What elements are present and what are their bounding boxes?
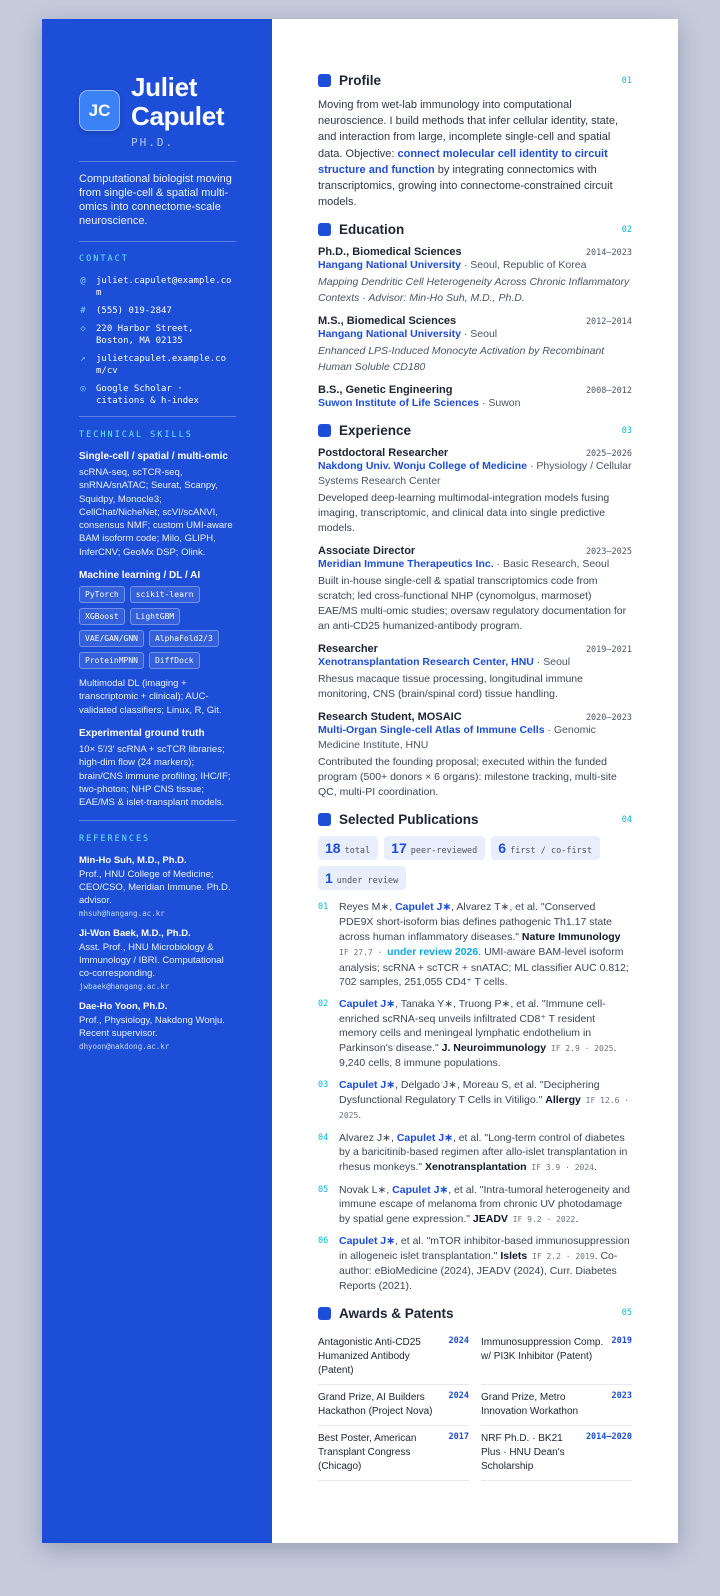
profile-header bbox=[318, 73, 632, 88]
section-marker-icon bbox=[318, 74, 331, 87]
phone-text: (555) 019-2847 bbox=[96, 306, 172, 316]
skill-group-body: 10× 5′/3′ scRNA + scTCR libraries; high-dim flow (24 markers); brain/CNS immune profiling; IHC/IF; two-photon; NHP CNS tissue; EAE/MS & islet-transplant models. bbox=[79, 743, 231, 809]
reference-body: Asst. Prof., HNU Microbiology & Immunology / IBRI. Computational co-corresponding. bbox=[79, 942, 224, 980]
scholar-icon: ◎ bbox=[80, 384, 86, 394]
entry-title: B.S., Genetic Engineering bbox=[318, 384, 453, 397]
pub-meta: IF 2.2 · 2019 bbox=[527, 1251, 595, 1261]
publication-number: 01 bbox=[318, 902, 329, 913]
pub-meta: IF 27.7 · bbox=[339, 948, 388, 958]
entry-thesis: Enhanced LPS-Induced Monocyte Activation by Recombinant Human Soluble CD180 bbox=[318, 345, 605, 373]
award-item bbox=[318, 1426, 469, 1481]
reference-name: Min-Ho Suh, M.D., Ph.D. bbox=[79, 855, 187, 867]
website-text: julietcapulet.example.com/cv bbox=[96, 354, 227, 376]
skill-group-title: Experimental ground truth bbox=[79, 727, 205, 739]
stat-value: 17 bbox=[391, 840, 407, 857]
education-header bbox=[318, 222, 632, 237]
award-item bbox=[481, 1426, 632, 1481]
resume-page bbox=[42, 19, 678, 1543]
pub-tail: . UMI-aware BAM-level isoform analysis; scRNA + scTCR + snATAC; ML classifier AUC 0.812; 702 samples, 251,055 CD4⁺ T cells. bbox=[339, 946, 629, 989]
sidebar bbox=[42, 19, 272, 1543]
publication-item bbox=[318, 997, 632, 1071]
publication-stats bbox=[318, 836, 632, 890]
pub-journal: Nature Immunology bbox=[521, 930, 621, 943]
skill-chip: ProteinMPNN bbox=[79, 652, 144, 669]
pub-journal: Allergy bbox=[545, 1093, 581, 1106]
reference-email[interactable]: dhyoon@nakdong.ac.kr bbox=[79, 1042, 170, 1052]
skill-chips bbox=[79, 586, 229, 669]
entry-place: · Seoul bbox=[460, 328, 498, 341]
scholar-text: Google Scholar · citations & h-index bbox=[96, 384, 199, 406]
pub-self-author: Capulet J∗ bbox=[392, 1183, 449, 1196]
publication-number: 06 bbox=[318, 1236, 329, 1247]
skill-group-title: Machine learning / DL / AI bbox=[79, 570, 201, 582]
skill-chip: VAE/GAN/GNN bbox=[79, 630, 144, 647]
award-item bbox=[481, 1330, 632, 1385]
reference-email[interactable]: mhsuh@hangang.ac.kr bbox=[79, 909, 165, 919]
skill-chip: AlphaFold2/3 bbox=[149, 630, 219, 647]
entry-org: Meridian Immune Therapeutics Inc. bbox=[318, 558, 494, 571]
skill-chip: scikit-learn bbox=[130, 586, 200, 603]
award-year: 2024 bbox=[448, 1390, 469, 1401]
pub-text: , Alvarez T∗, et al. "Conserved PDE9X short-isoform bias defines pathogenic Th1.17 state across human inflammatory diseases." bbox=[339, 901, 612, 943]
skill-chip: PyTorch bbox=[79, 586, 125, 603]
publication-citation bbox=[339, 1234, 632, 1293]
section-marker-icon bbox=[318, 813, 331, 826]
publication-item bbox=[318, 900, 632, 990]
entry-org: Nakdong Univ. Wonju College of Medicine bbox=[318, 460, 528, 473]
entry-description: Developed deep-learning multimodal-integration models fusing imaging, transcriptomic, and clinical data into single predictive models. bbox=[318, 492, 610, 535]
contact-email[interactable] bbox=[79, 275, 236, 299]
award-item bbox=[318, 1385, 469, 1426]
pub-meta: IF 9.2 · 2022 bbox=[507, 1214, 576, 1224]
section-title: Awards & Patents bbox=[339, 1305, 454, 1321]
skill-chip: LightGBM bbox=[130, 608, 181, 625]
pub-text: , et al. "Long-term control of diabetes by a baricitinib-based regimen after allo-islet transplantation in rhesus monkeys." bbox=[339, 1131, 628, 1173]
reference-email[interactable]: jwbaek@hangang.ac.kr bbox=[79, 982, 170, 992]
publication-item bbox=[318, 1234, 632, 1293]
stat-badge bbox=[318, 866, 406, 890]
publication-citation bbox=[339, 997, 632, 1071]
reference-body: Prof., HNU College of Medicine; CEO/CSO, Meridian Immune. Ph.D. advisor. bbox=[79, 869, 231, 907]
entry-org: Suwon Institute of Life Sciences bbox=[318, 397, 480, 410]
main-column bbox=[272, 19, 678, 1543]
awards-header bbox=[318, 1306, 632, 1321]
pub-tail: . bbox=[575, 1212, 579, 1225]
publication-item bbox=[318, 1078, 632, 1124]
contact-scholar[interactable] bbox=[79, 383, 236, 407]
publication-item bbox=[318, 1131, 632, 1176]
pub-text: , Delgado J∗, Moreau S, et al. "Deciphering Dysfunctional Regulatory T Cells in Vitiligo." bbox=[339, 1078, 600, 1106]
reference-item bbox=[79, 1001, 236, 1051]
pub-journal: Xenotransplantation bbox=[425, 1160, 527, 1173]
references-heading: REFERENCES bbox=[79, 834, 151, 845]
award-text: Grand Prize, AI Builders Hackathon (Project Nova) bbox=[318, 1391, 433, 1417]
stat-badge bbox=[318, 836, 378, 860]
education-entry bbox=[318, 246, 632, 306]
publication-number: 05 bbox=[318, 1184, 329, 1195]
pub-tail: . 9,240 cells, 8 immune populations. bbox=[339, 1041, 617, 1070]
pub-authors: Alvarez J∗, bbox=[339, 1131, 397, 1144]
stat-value: 1 bbox=[325, 870, 333, 887]
section-number: 05 bbox=[621, 1308, 632, 1319]
pub-meta: IF 3.9 · 2024 bbox=[526, 1162, 594, 1172]
stat-label: total bbox=[344, 846, 371, 857]
stat-badge bbox=[491, 836, 600, 860]
section-title: Selected Publications bbox=[339, 812, 479, 828]
pub-tail: . bbox=[358, 1109, 362, 1122]
entry-dates: 2025–2026 bbox=[585, 449, 632, 460]
pub-meta: IF 12.6 · 2025 bbox=[339, 1095, 630, 1121]
publication-citation bbox=[339, 900, 632, 990]
reference-item bbox=[79, 855, 236, 918]
entry-org: Xenotransplantation Research Center, HNU bbox=[318, 656, 534, 669]
reference-body: Prof., Physiology, Nakdong Wonju. Recent supervisor. bbox=[79, 1015, 225, 1040]
pub-journal: JEADV bbox=[472, 1212, 508, 1225]
stat-value: 18 bbox=[325, 840, 341, 857]
experience-entry bbox=[318, 643, 632, 702]
award-item bbox=[481, 1385, 632, 1426]
experience-header bbox=[318, 423, 632, 438]
location-icon: ◇ bbox=[80, 324, 86, 334]
pub-journal: J. Neuroimmunology bbox=[441, 1041, 547, 1054]
award-year: 2017 bbox=[448, 1431, 469, 1442]
entry-thesis: Mapping Dendritic Cell Heterogeneity Across Chronic Inflammatory Contexts · Advisor: Min-Ho Suh, M.D., Ph.D. bbox=[318, 276, 630, 304]
entry-org: Multi-Organ Single-cell Atlas of Immune Cells bbox=[318, 724, 545, 737]
education-entry bbox=[318, 384, 632, 411]
award-item bbox=[318, 1330, 469, 1385]
experience-entry bbox=[318, 447, 632, 536]
entry-dates: 2019–2021 bbox=[585, 645, 632, 656]
divider bbox=[79, 416, 236, 417]
awards-grid bbox=[318, 1330, 632, 1481]
profile-text-part: by integrating connectomics with transcriptomics, growing into connectome-constrained circuit models. bbox=[318, 163, 613, 209]
section-title: Education bbox=[339, 222, 405, 238]
pub-self-author: Capulet J∗ bbox=[396, 1131, 453, 1144]
monogram: JC bbox=[79, 90, 120, 131]
contact-address bbox=[79, 323, 236, 347]
pub-authors: Reyes M∗, bbox=[339, 901, 396, 914]
pub-tail: . Co-author: eBioMedicine (2024), JEADV (2024), Curr. Diabetes Reports (2021). bbox=[339, 1249, 618, 1293]
stat-label: first / co-first bbox=[510, 846, 592, 857]
section-marker-icon bbox=[318, 223, 331, 236]
skill-group-body: scRNA-seq, scTCR-seq, snRNA/snATAC; Seurat, Scanpy, Squidpy, Monocle3; CellChat/NicheNet; scVI/scANVI, consensus NMF; custom UMI-aware BAM isoform code; Milo, GLIPH, InferCNV; GeoMx DSP; Olink. bbox=[79, 467, 233, 558]
entry-description: Contributed the founding proposal; executed within the funded program (500+ donors × 6 organs): milestone tracking, multi-site QC, multi-PI coordination. bbox=[318, 756, 617, 799]
contact-website[interactable] bbox=[79, 353, 236, 377]
section-number: 01 bbox=[621, 75, 632, 86]
section-marker-icon bbox=[318, 424, 331, 437]
skills-heading: TECHNICAL SKILLS bbox=[79, 430, 193, 440]
award-text: Best Poster, American Transplant Congress (Chicago) bbox=[318, 1432, 417, 1472]
divider bbox=[79, 241, 236, 242]
entry-dates: 2020–2023 bbox=[585, 713, 632, 724]
section-title: Experience bbox=[339, 423, 412, 439]
entry-dates: 2012–2014 bbox=[585, 317, 632, 328]
contact-phone[interactable] bbox=[79, 305, 236, 317]
section-marker-icon bbox=[318, 1307, 331, 1320]
phone-icon: # bbox=[80, 306, 86, 316]
award-year: 2014–2020 bbox=[585, 1431, 632, 1442]
entry-title: Research Student, MOSAIC bbox=[318, 711, 462, 724]
award-text: Grand Prize, Metro Innovation Workathon bbox=[481, 1391, 579, 1417]
skill-chip: XGBoost bbox=[79, 608, 125, 625]
award-text: Antagonistic Anti-CD25 Humanized Antibody (Patent) bbox=[318, 1336, 421, 1376]
award-year: 2023 bbox=[611, 1390, 632, 1401]
pub-self-author: Capulet J∗ bbox=[339, 997, 396, 1010]
entry-title: Postdoctoral Researcher bbox=[318, 447, 449, 460]
pub-meta: IF 2.9 · 2025 bbox=[546, 1043, 614, 1053]
profile-objective: connect molecular cell identity to circuit structure and function bbox=[318, 147, 608, 176]
entry-description: Built in-house single-cell & spatial transcriptomics code from scratch; led cross-functional NHP (cynomolgus, marmoset) EAE/MS multi-omic studies; oversaw regulatory documentation for an anti-CD25 humanized-antibody program. bbox=[318, 575, 627, 633]
award-year: 2024 bbox=[448, 1335, 469, 1346]
publication-citation bbox=[339, 1131, 632, 1176]
publication-citation bbox=[339, 1183, 632, 1228]
entry-dept: · Basic Research, Seoul bbox=[493, 558, 610, 571]
stat-label: under review bbox=[336, 876, 399, 887]
pub-tail: . bbox=[593, 1160, 597, 1173]
divider bbox=[79, 820, 236, 821]
first-name: Juliet bbox=[131, 72, 198, 102]
skill-group-title: Single-cell / spatial / multi-omic bbox=[79, 451, 228, 462]
stat-badge bbox=[384, 836, 485, 860]
entry-title: Ph.D., Biomedical Sciences bbox=[318, 246, 462, 259]
reference-name: Dae-Ho Yoon, Ph.D. bbox=[79, 1001, 168, 1013]
stat-label: peer-reviewed bbox=[410, 846, 478, 857]
contact-list bbox=[79, 275, 236, 407]
skill-group-body: Multimodal DL (imaging + transcriptomic + clinical); AUC-validated classifiers; Linux, R, Git. bbox=[79, 678, 222, 716]
at-icon: @ bbox=[80, 276, 86, 286]
stat-value: 6 bbox=[498, 840, 507, 857]
pub-review-status: under review 2026 bbox=[387, 946, 479, 959]
publication-number: 02 bbox=[318, 998, 329, 1009]
entry-dept: · Seoul bbox=[533, 656, 571, 669]
experience-entry bbox=[318, 711, 632, 800]
pub-self-author: Capulet J∗ bbox=[395, 901, 452, 914]
award-text: NRF Ph.D. · BK21 Plus · HNU Dean's Scholarship bbox=[481, 1432, 565, 1472]
entry-dates: 2023–2025 bbox=[585, 547, 632, 558]
divider bbox=[79, 161, 236, 162]
entry-dates: 2008–2012 bbox=[585, 386, 632, 397]
publications-header bbox=[318, 812, 632, 827]
award-year: 2019 bbox=[611, 1335, 632, 1346]
reference-item bbox=[79, 928, 236, 991]
entry-dept: · Genomic Medicine Institute, HNU bbox=[318, 724, 596, 752]
last-name: Capulet bbox=[131, 101, 225, 131]
entry-title: Associate Director bbox=[318, 545, 416, 558]
profile-text-part: Moving from wet-lab immunology into computational neuroscience. I build methods that infer cellular identity, state, and interaction from large, incomplete single-cell and spatial data. Objective: bbox=[318, 99, 619, 160]
link-icon: ↗ bbox=[80, 354, 86, 364]
experience-entry bbox=[318, 545, 632, 634]
pub-journal: Islets bbox=[500, 1249, 528, 1262]
entry-place: · Seoul, Republic of Korea bbox=[460, 259, 587, 272]
section-number: 04 bbox=[621, 814, 632, 825]
entry-description: Rhesus macaque tissue processing, longitudinal immune monitoring, CNS (brain/spinal cord) tissue handling. bbox=[318, 673, 583, 701]
name-block bbox=[79, 73, 236, 149]
contact-heading: CONTACT bbox=[79, 254, 129, 264]
award-text: Immunosuppression Comp. w/ PI3K Inhibitor (Patent) bbox=[481, 1336, 604, 1362]
pub-self-author: Capulet J∗ bbox=[339, 1078, 396, 1091]
pub-text: , et al. "Intra-tumoral heterogeneity and immune escape of melanoma from chronic UV photodamage by spatial gene expression." bbox=[339, 1183, 630, 1225]
entry-title: Researcher bbox=[318, 643, 378, 656]
reference-name: Ji-Won Baek, M.D., Ph.D. bbox=[79, 928, 191, 940]
entry-title: M.S., Biomedical Sciences bbox=[318, 315, 457, 328]
section-number: 02 bbox=[621, 224, 632, 235]
pub-text: , Tanaka Y∗, Truong P∗, et al. "Immune cell-enriched scRNA-seq unveils infiltrated CD8⁺ T resident memory cells and meningeal lymphatic endothelium in Parkinson's disease." bbox=[339, 997, 606, 1054]
profile-text bbox=[318, 97, 632, 210]
section-number: 03 bbox=[621, 425, 632, 436]
email-text: juliet.capulet@example.com bbox=[96, 276, 232, 298]
publication-citation bbox=[339, 1078, 632, 1124]
skill-chip: DiffDock bbox=[149, 652, 200, 669]
publication-number: 03 bbox=[318, 1079, 329, 1090]
section-title: Profile bbox=[339, 73, 382, 88]
entry-org: Hangang National University bbox=[318, 328, 461, 341]
education-entry bbox=[318, 315, 632, 375]
pub-self-author: Capulet J∗ bbox=[339, 1235, 396, 1248]
entry-org: Hangang National University bbox=[318, 259, 461, 272]
summary: Computational biologist moving from single-cell & spatial multi-omics into connectome-scale neuroscience. bbox=[79, 173, 232, 227]
address-text: 220 Harbor Street, Boston, MA 02135 bbox=[96, 324, 194, 346]
degree: PH.D. bbox=[131, 136, 175, 149]
entry-place: · Suwon bbox=[479, 397, 521, 410]
pub-authors: Novak L∗, bbox=[339, 1183, 393, 1196]
publication-item bbox=[318, 1183, 632, 1228]
entry-dept: · Physiology / Cellular Systems Research Center bbox=[318, 460, 632, 488]
pub-text: , et al. "mTOR inhibitor-based immunosuppression in allogeneic islet transplantation." bbox=[339, 1235, 630, 1262]
publication-number: 04 bbox=[318, 1132, 329, 1143]
entry-dates: 2014–2023 bbox=[585, 248, 632, 259]
